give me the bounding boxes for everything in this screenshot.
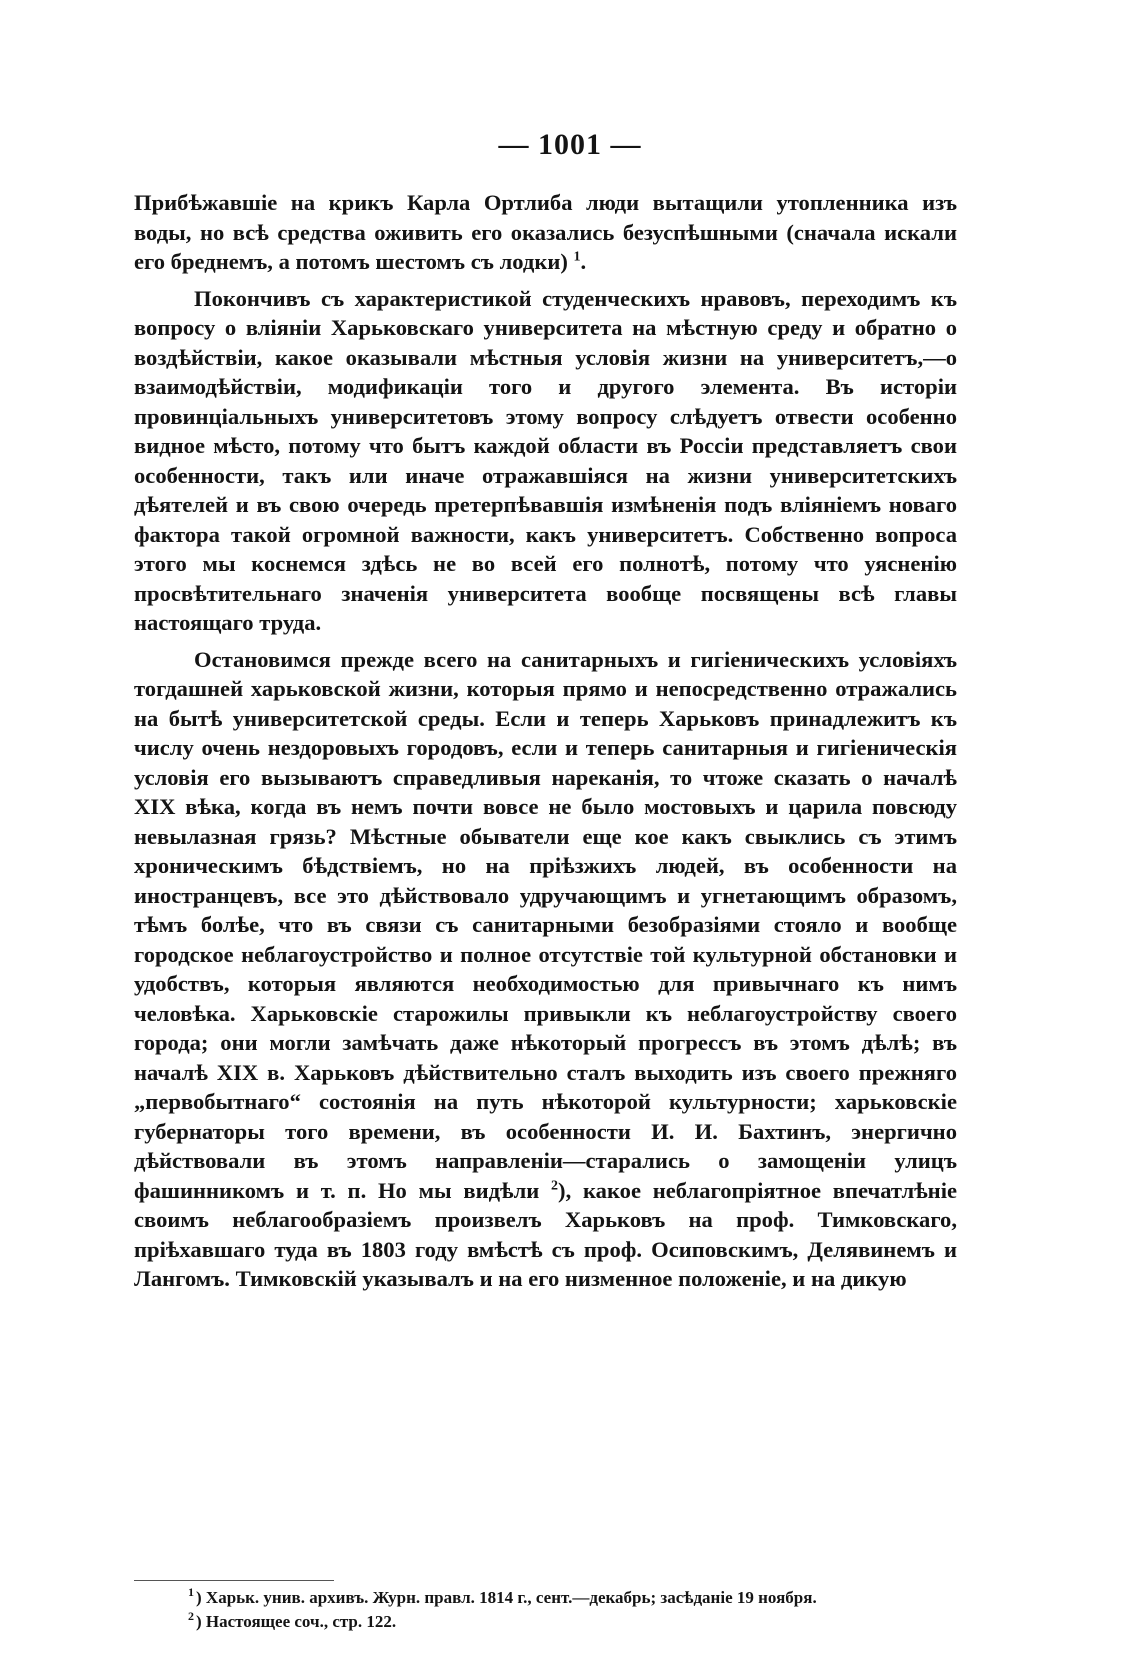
paragraph-2-text: Покончивъ съ характеристикой студенческихъ нравовъ, переходимъ къ вопросу о вліяніи Харьковскаго университета на мѣстную среду и обратно о воздѣйствіи, какое оказывали мѣстныя условія жизни на университетъ,—о взаимодѣйствіи, модификаціи того и другого элемента. Въ исторіи провинціальныхъ университетовъ этому вопросу слѣдуетъ отвести особенно видное мѣсто, потому что бытъ каждой области въ Россіи представляетъ свои особенности, такъ или иначе отражавшіяся на жизни университетскихъ дѣятелей и въ свою очередь претерпѣвавшія измѣненія подъ вліяніемъ новаго фактора такой огромной важности, какъ университетъ. Собственно вопроса этого мы коснемся здѣсь не во всей его полнотѣ, потому что уясненію просвѣтительнаго значенія университета вообще посвящены всѣ главы настоящаго труда. (134, 285, 957, 635)
paragraph-3-text: Остановимся прежде всего на санитарныхъ и гигіеническихъ условіяхъ тогдашней харьковской жизни, которыя прямо и непосредственно отражались на бытѣ университетской среды. Если и теперь Харьковъ принадлежитъ къ числу очень нездоровыхъ городовъ, если и теперь санитарныя и гигіеническія условія его вызываютъ справедливыя нареканія, то чтоже сказать о началѣ XIX вѣка, когда въ немъ почти вовсе не было мостовыхъ и царила повсюду невылазная грязь? Мѣстные обыватели еще кое какъ свыклись съ этимъ хроническимъ бѣдствіемъ, но на пріѣзжихъ людей, въ особенности на иностранцевъ, все это дѣйствовало удручающимъ и угнетающимъ образомъ, тѣмъ болѣе, что въ связи съ санитарными безобразіями стояло и вообще городское неблагоустройство и полное отсутствіе той культурной обстановки и удобствъ, которыя являются необходимостью для привычнаго къ нимъ человѣка. Харьковскіе старожилы привыкли къ неблагоустройству своего города; они могли замѣчать даже нѣкоторый прогрессъ въ этомъ дѣлѣ; въ началѣ XIX в. Харьковъ дѣйствительно сталъ выходить изъ своего прежняго „первобытнаго“ состоянія на путь нѣкоторой культурности; харьковскіе губернаторы того времени, въ особенности И. И. Бахтинъ, энергично дѣйствовали въ этомъ направленіи—старались о замощеніи улицъ фашинникомъ и т. п. Но мы видѣли (134, 646, 957, 1203)
footnote-1-mark: 1 (188, 1585, 194, 1600)
footnote-1 (188, 1586, 958, 1610)
footnote-ref-1: 1 (573, 249, 581, 265)
page-number: — 1001 — (498, 128, 642, 161)
footnotes (188, 1586, 958, 1634)
footnote-2-text: ) Настоящее соч., стр. 122. (196, 1612, 397, 1631)
paragraph-3 (134, 645, 957, 1294)
footnote-divider (134, 1580, 334, 1581)
paragraph-2 (134, 284, 957, 638)
footnote-2-mark: 2 (188, 1609, 194, 1624)
paragraph-1-text: Прибѣжавшіе на крикъ Карла Ортлиба люди вытащили утопленника изъ воды, но всѣ средства оживить его оказались безуспѣшными (сначала искали его бреднемъ, а потомъ шестомъ съ лодки) (134, 190, 957, 274)
body-text (134, 188, 957, 1301)
footnote-2 (188, 1610, 958, 1634)
footnote-ref-2: 2 (551, 1177, 559, 1193)
paragraph-1 (134, 188, 957, 277)
footnote-1-text: ) Харьк. унив. архивъ. Журн. правл. 1814 г., сент.—декабрь; засѣданіе 19 ноября. (196, 1588, 817, 1607)
paragraph-3-tail: ), какое неблагопріятное впечатлѣніе своимъ неблагообразіемъ произвелъ Харьковъ на проф. Тимковскаго, пріѣхавшаго туда въ 1803 году вмѣстѣ съ проф. Осиповскимъ, Делявинемъ и Лангомъ. Тимковскій указывалъ и на его низменное положеніе, и на дикую (134, 1177, 958, 1291)
paragraph-1-tail: . (580, 249, 587, 274)
